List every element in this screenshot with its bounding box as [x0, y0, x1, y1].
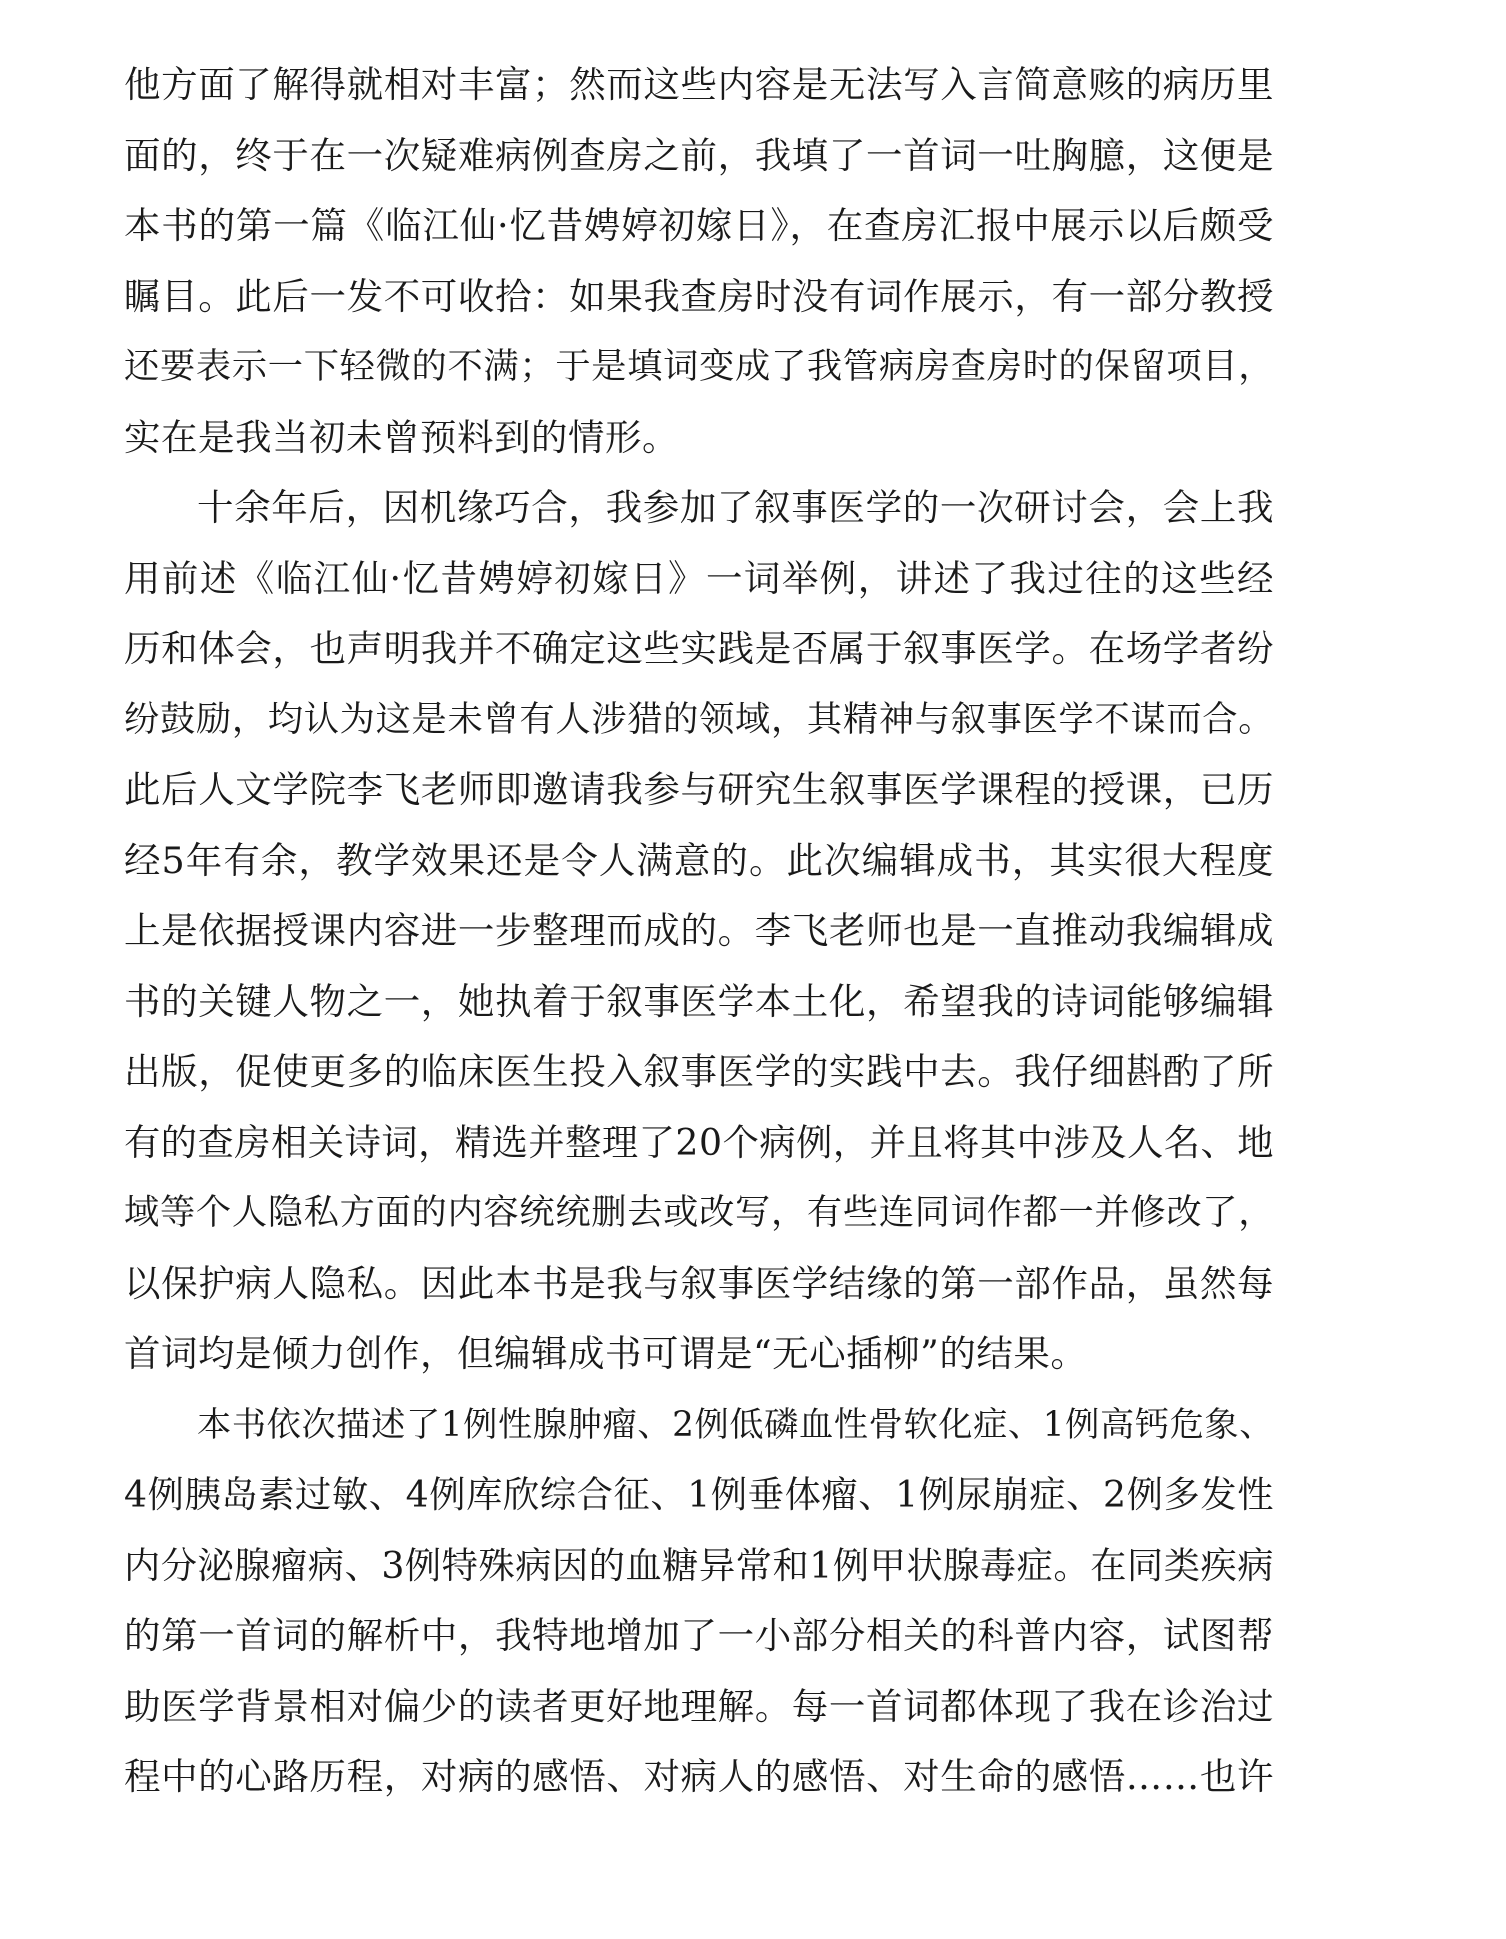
text-line: 还要表示一下轻微的不满；于是填词变成了我管病房查房时的保留项目， [124, 346, 1274, 387]
body-text [124, 50, 1274, 1813]
paragraph-2 [124, 473, 1274, 1390]
text-line: 历和体会，也声明我并不确定这些实践是否属于叙事医学。在场学者纷 [124, 627, 1274, 670]
text-line: 出版，促使更多的临床医生投入叙事医学的实践中去。我仔细斟酌了所 [124, 1050, 1274, 1093]
text-line: 首词均是倾力创作，但编辑成书可谓是“无心插柳”的结果。 [124, 1332, 1088, 1375]
text-line: 纷鼓励，均认为这是未曾有人涉猎的领域，其精神与叙事医学不谋而合。 [124, 698, 1274, 740]
text-line: 有的查房相关诗词，精选并整理了20个病例，并且将其中涉及人名、地 [124, 1120, 1274, 1164]
text-line: 书的关键人物之一，她执着于叙事医学本土化，希望我的诗词能够编辑 [124, 979, 1274, 1023]
text-line: 以保护病人隐私。因此本书是我与叙事医学结缘的第一部作品，虽然每 [124, 1261, 1274, 1305]
text-line: 内分泌腺瘤病、3例特殊病因的血糖异常和1例甲状腺毒症。在同类疾病 [124, 1543, 1274, 1587]
text-line: 此后人文学院李飞老师即邀请我参与研究生叙事医学课程的授课，已历 [124, 768, 1274, 811]
text-line: 十余年后，因机缘巧合，我参加了叙事医学的一次研讨会，会上我 [197, 486, 1274, 529]
text-line: 4例胰岛素过敏、4例库欣综合征、1例垂体瘤、1例尿崩症、2例多发性 [124, 1473, 1274, 1516]
paragraph-1 [124, 50, 1274, 473]
text-line: 实在是我当初未曾预料到的情形。 [124, 415, 679, 459]
text-line: 域等个人隐私方面的内容统统删去或改写，有些连同词作都一并修改了， [124, 1192, 1274, 1233]
text-line: 的第一首词的解析中，我特地增加了一小部分相关的科普内容，试图帮 [124, 1614, 1274, 1657]
text-line: 助医学背景相对偏少的读者更好地理解。每一首词都体现了我在诊治过 [124, 1684, 1274, 1728]
text-line: 他方面了解得就相对丰富；然而这些内容是无法写入言简意赅的病历里 [124, 63, 1274, 106]
text-line: 用前述《临江仙·忆昔娉婷初嫁日》一词举例，讲述了我过往的这些经 [124, 556, 1274, 600]
text-line: 面的，终于在一次疑难病例查房之前，我填了一首词一吐胸臆，这便是 [124, 133, 1274, 177]
text-line: 本书的第一篇《临江仙·忆昔娉婷初嫁日》，在查房汇报中展示以后颇受 [124, 204, 1274, 247]
text-line: 程中的心路历程，对病的感悟、对病人的感悟、对生命的感悟……也许 [124, 1755, 1274, 1798]
text-line: 上是依据授课内容进一步整理而成的。李飞老师也是一直推动我编辑成 [124, 909, 1274, 952]
text-line: 瞩目。此后一发不可收拾：如果我查房时没有词作展示，有一部分教授 [124, 274, 1274, 318]
paragraph-3 [124, 1390, 1274, 1813]
text-line: 经5年有余，教学效果还是令人满意的。此次编辑成书，其实很大程度 [124, 838, 1274, 882]
text-line: 本书依次描述了1例性腺肿瘤、2例低磷血性骨软化症、1例高钙危象、 [197, 1404, 1274, 1445]
